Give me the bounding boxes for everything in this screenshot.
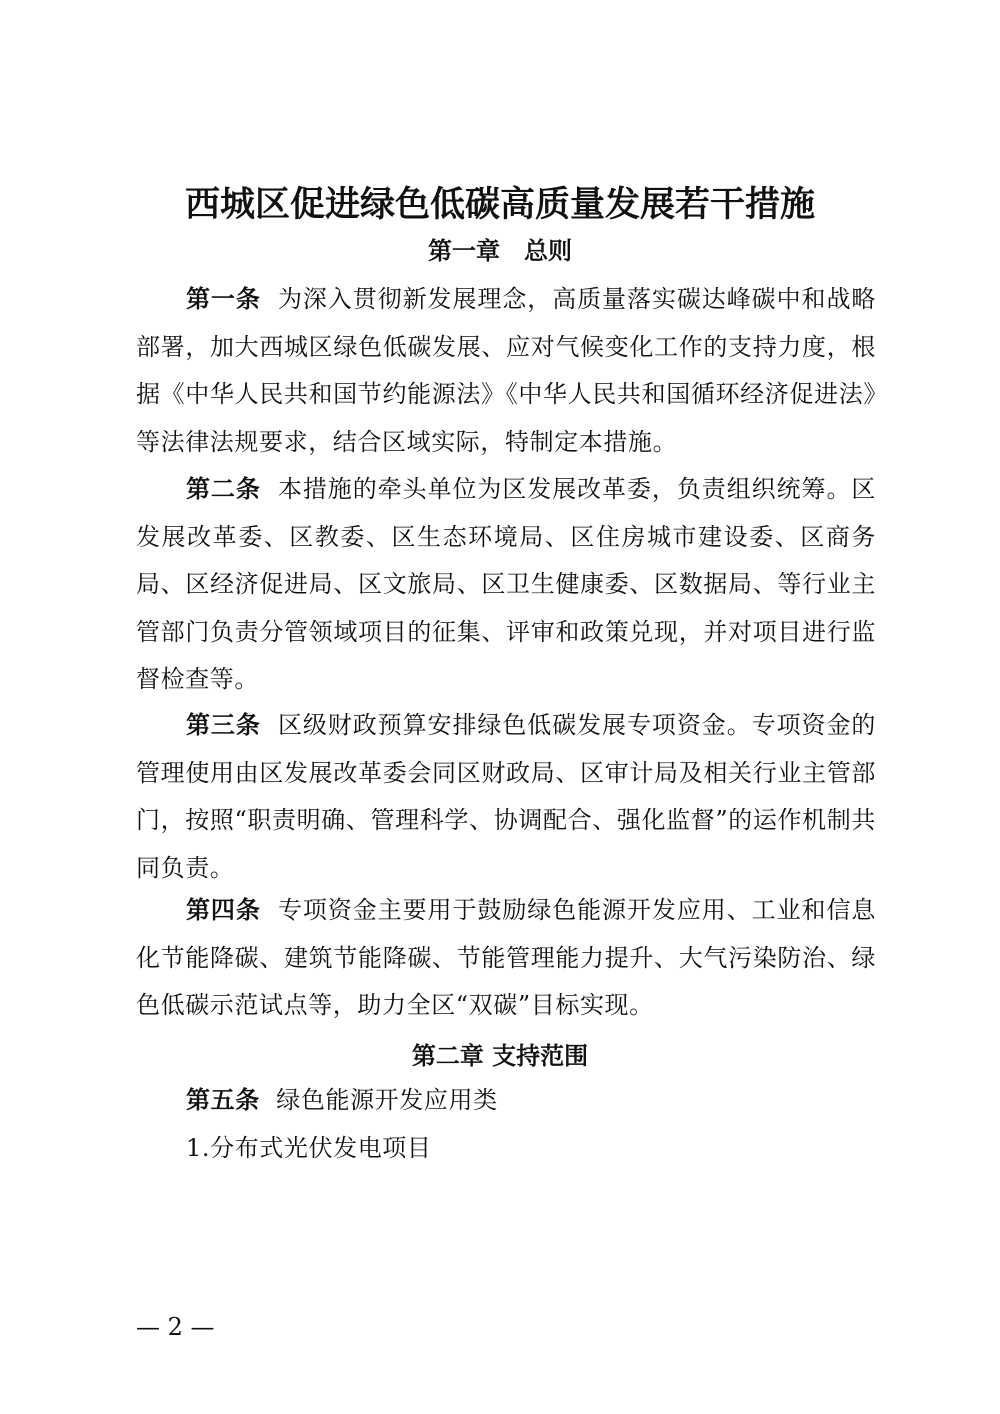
article-4-text: 专项资金主要用于鼓励绿色能源开发应用、工业和信息化节能降碳、建筑节能降碳、节能管理能力提升、大气污染防治、绿色低碳示范试点等，助力全区“双碳”目标实现。 xyxy=(136,896,876,1019)
article-1-text: 为深入贯彻新发展理念，高质量落实碳达峰碳中和战略部署，加大西城区绿色低碳发展、应对气候变化工作的支持力度，根据《中华人民共和国节约能源法》《中华人民共和国循环经济促进法》等法律法规要求，结合区域实际，特制定本措施。 xyxy=(136,285,876,456)
chapter-2-heading: 第二章 支持范围 xyxy=(411,1042,589,1070)
list-item-1: 1.分布式光伏发电项目 xyxy=(186,1134,432,1162)
article-5-text: 绿色能源开发应用类 xyxy=(276,1086,498,1114)
page-number: — 2 — xyxy=(136,1313,215,1341)
article-2-text: 本措施的牵头单位为区发展改革委，负责组织统筹。区发展改革委、区教委、区生态环境局、区住房城市建设委、区商务局、区经济促进局、区文旅局、区卫生健康委、区数据局、等行业主管部门负责分管领域项目的征集、评审和政策兑现，并对项目进行监督检查等。 xyxy=(136,475,876,693)
article-1-label: 第一条 xyxy=(186,285,261,313)
article-3-text: 区级财政预算安排绿色低碳发展专项资金。专项资金的管理使用由区发展改革委会同区财政局、区审计局及相关行业主管部门，按照“职责明确、管理科学、协调配合、强化监督”的运作机制共同负责。 xyxy=(136,711,876,882)
article-2-label: 第二条 xyxy=(186,475,261,503)
article-5 xyxy=(136,1077,876,1125)
article-4-label: 第四条 xyxy=(186,896,261,924)
document-title: 西城区促进绿色低碳高质量发展若干措施 xyxy=(184,184,815,225)
article-3-label: 第三条 xyxy=(186,711,261,739)
article-3 xyxy=(136,702,876,892)
article-4 xyxy=(136,887,876,1030)
article-5-label: 第五条 xyxy=(186,1086,260,1114)
article-1 xyxy=(136,276,876,466)
chapter-1-heading: 第一章 总则 xyxy=(428,237,572,265)
article-2 xyxy=(136,466,876,704)
